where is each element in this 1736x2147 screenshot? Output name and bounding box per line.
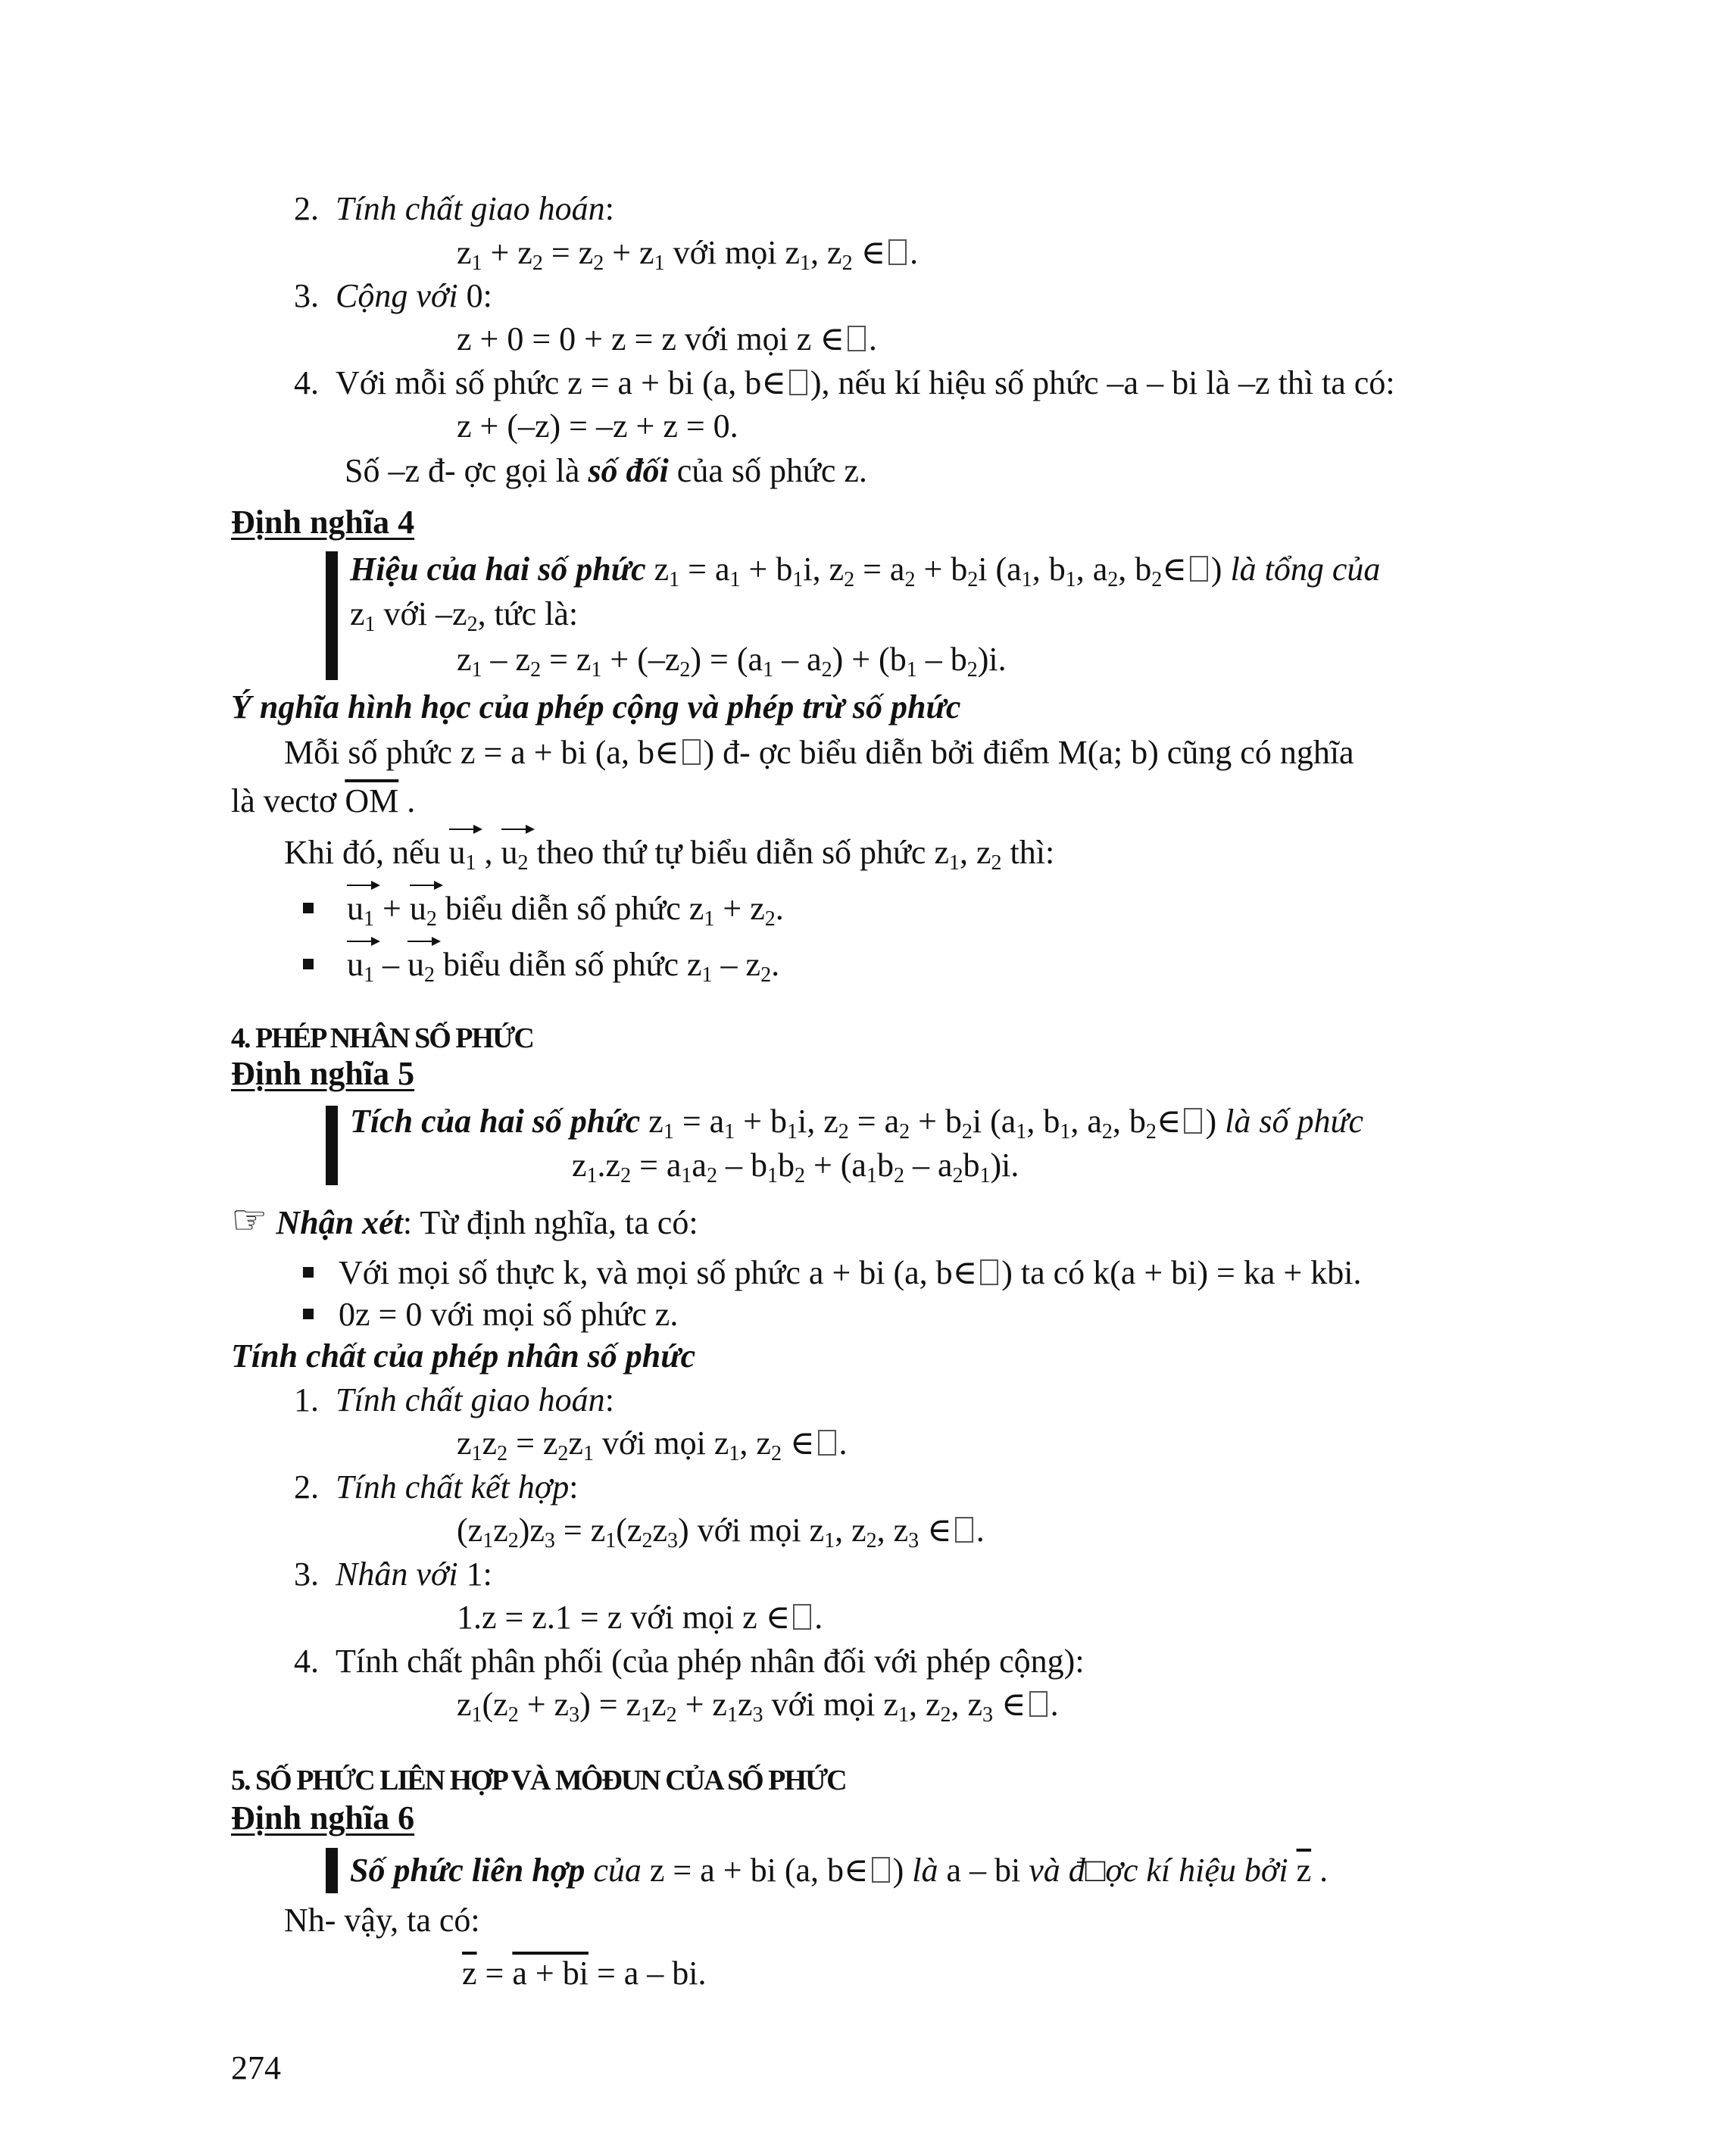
mult-formula-3: 1.z = z.1 = z với mọi z ∈ . xyxy=(457,1599,823,1636)
complex-set-icon xyxy=(848,326,866,351)
definition-5-title: Định nghĩa 5 xyxy=(231,1055,415,1092)
complex-set-icon xyxy=(793,1604,811,1630)
real-set-icon xyxy=(980,1259,998,1285)
real-set-icon xyxy=(1184,1108,1202,1134)
definition-5-line-1: Tích của hai số phức $z_1 = a_1 + b_1i$, $z_2 = a_2 + b_2i$ ($a_1$, $b_1$, $a_2$, $b_2\in$ ) là số phức xyxy=(350,1103,1363,1144)
geometric-meaning-line-3: Khi đó, nếu $u_1$ , $u_2$ theo thứ tự biểu diễn số phức $z_1$, $z_2$ thì: xyxy=(284,833,1054,883)
bullet-difference: $u_1 - u_2$ biểu diễn số phức $z_1 - z_2$. xyxy=(303,945,779,995)
bullet-icon xyxy=(303,959,314,969)
geometric-meaning-line-1: Mỗi số phức z = a + bi (a, b∈ ) đ- ợc biểu diễn bởi điểm M(a; b) cũng có nghĩa xyxy=(284,734,1354,771)
vector-u2: $u_2$ xyxy=(407,945,435,995)
vector-om: $\overline{OM}$ xyxy=(345,782,399,819)
remark-bullet-1: Với mọi số thực k, và mọi số phức a + bi (a, b∈ ) ta có k(a + bi) = ka + kbi. xyxy=(303,1253,1361,1293)
definition-5-bar xyxy=(326,1106,338,1185)
definition-4-line-1: Hiệu của hai số phức $z_1 = a_1 + b_1i$, $z_2 = a_2 + b_2i$ ($a_1$, $b_1$, $a_2$, $b_2\in$ ) là tổng của xyxy=(350,551,1381,591)
definition-5-formula: $z_1.z_2 = a_1a_2 - b_1b_2 + (a_1b_2 - a_2b_1)i$. xyxy=(572,1147,1019,1187)
real-set-icon xyxy=(1190,556,1208,582)
bullet-icon xyxy=(303,1309,314,1319)
item-2-commutative: 2. Tính chất giao hoán: xyxy=(294,190,614,227)
item-3-add-zero: 3. Cộng với 0: xyxy=(294,277,492,314)
mult-item-2: 2. Tính chất kết hợp: xyxy=(294,1468,579,1506)
definition-6-line-2: Nh- vậy, ta có: xyxy=(284,1902,480,1939)
page-number: 274 xyxy=(231,2049,281,2086)
geometric-meaning-line-2: là vectơ $\overline{OM}$ . xyxy=(231,782,416,819)
multiplication-properties-heading: Tính chất của phép nhân số phức xyxy=(231,1337,696,1375)
definition-6-bar xyxy=(326,1848,338,1893)
mult-formula-2: $(z_1z_2)z_3 = z_1(z_2z_3)$ với mọi $z_1$, $z_2$, $z_3$ ∈ . xyxy=(457,1512,985,1553)
mult-item-4: 4. Tính chất phân phối (của phép nhân đối với phép cộng): xyxy=(294,1643,1085,1680)
definition-6-title: Định nghĩa 6 xyxy=(231,1799,415,1836)
definition-4-line-2: $z_1$ với $-z_2$, tức là: xyxy=(350,595,579,636)
section-5-heading: 5. SỐ PHỨC LIÊN HỢP VÀ MÔĐUN CỦA SỐ PHỨC xyxy=(231,1765,846,1796)
formula-add-zero: z + 0 = 0 + z = z với mọi z ∈ . xyxy=(457,320,877,357)
pointing-hand-icon: ☞ xyxy=(231,1197,268,1243)
mult-item-1: 1. Tính chất giao hoán: xyxy=(294,1381,614,1418)
bullet-icon xyxy=(303,903,314,913)
complex-set-icon xyxy=(818,1430,836,1456)
vector-u1: $u_1$ xyxy=(347,945,374,995)
section-4-heading: 4. PHÉP NHÂN SỐ PHỨC xyxy=(231,1022,533,1054)
geometric-meaning-heading: Ý nghĩa hình học của phép cộng và phép trừ số phức xyxy=(231,688,961,726)
real-set-icon xyxy=(682,739,701,765)
definition-6-line-1: Số phức liên hợp của z = a + bi (a, b∈ ) là a – bi và đ□ợc kí hiệu bởi $\overline{z}$ . xyxy=(350,1852,1329,1889)
vector-u2: $u_2$ xyxy=(410,889,437,939)
definition-4-formula: $z_1 - z_2 = z_1 + (-z_2) = (a_1 - a_2) + (b_1 - b_2)i$. xyxy=(457,641,1007,682)
remark-bullet-2: 0z = 0 với mọi số phức z. xyxy=(303,1295,678,1334)
mult-formula-4: $z_1(z_2 + z_3) = z_1z_2 + z_1z_3$ với mọi $z_1$, $z_2$, $z_3$ ∈ . xyxy=(457,1686,1059,1727)
definition-4-title: Định nghĩa 4 xyxy=(231,504,415,541)
remark: ☞ Nhận xét: Từ định nghĩa, ta có: xyxy=(231,1197,698,1243)
mult-item-3: 3. Nhân với 1: xyxy=(294,1556,492,1593)
real-set-icon xyxy=(789,370,807,395)
vector-u2: $u_2$ xyxy=(501,833,529,883)
definition-4-bar xyxy=(326,551,338,680)
formula-opposite: z + (–z) = –z + z = 0. xyxy=(457,407,738,445)
complex-set-icon xyxy=(888,239,907,265)
formula-add-commutative: $z_1 + z_2 = z_2 + z_1$ với mọi $z_1$, $z_2$ ∈ . xyxy=(457,234,919,275)
vector-u1: $u_1$ xyxy=(449,833,476,883)
item-4-opposite: 4. Với mỗi số phức z = a + bi (a, b∈ ), nếu kí hiệu số phức –a – bi là –z thì ta có: xyxy=(294,364,1395,401)
definition-6-formula: $\overline{z} = a$ + bi = a – bi. xyxy=(462,1955,707,1992)
mult-formula-1: $z_1z_2 = z_2z_1$ với mọi $z_1$, $z_2$ ∈ . xyxy=(457,1425,848,1465)
bullet-icon xyxy=(303,1267,314,1278)
opposite-note: Số –z đ- ợc gọi là số đối của số phức z. xyxy=(345,452,867,489)
bullet-sum: $u_1 + u_2$ biểu diễn số phức $z_1 + z_2$. xyxy=(303,889,784,939)
complex-set-icon xyxy=(955,1517,973,1543)
complex-set-icon xyxy=(1029,1691,1048,1717)
vector-u1: $u_1$ xyxy=(347,889,374,939)
real-set-icon xyxy=(872,1857,890,1883)
